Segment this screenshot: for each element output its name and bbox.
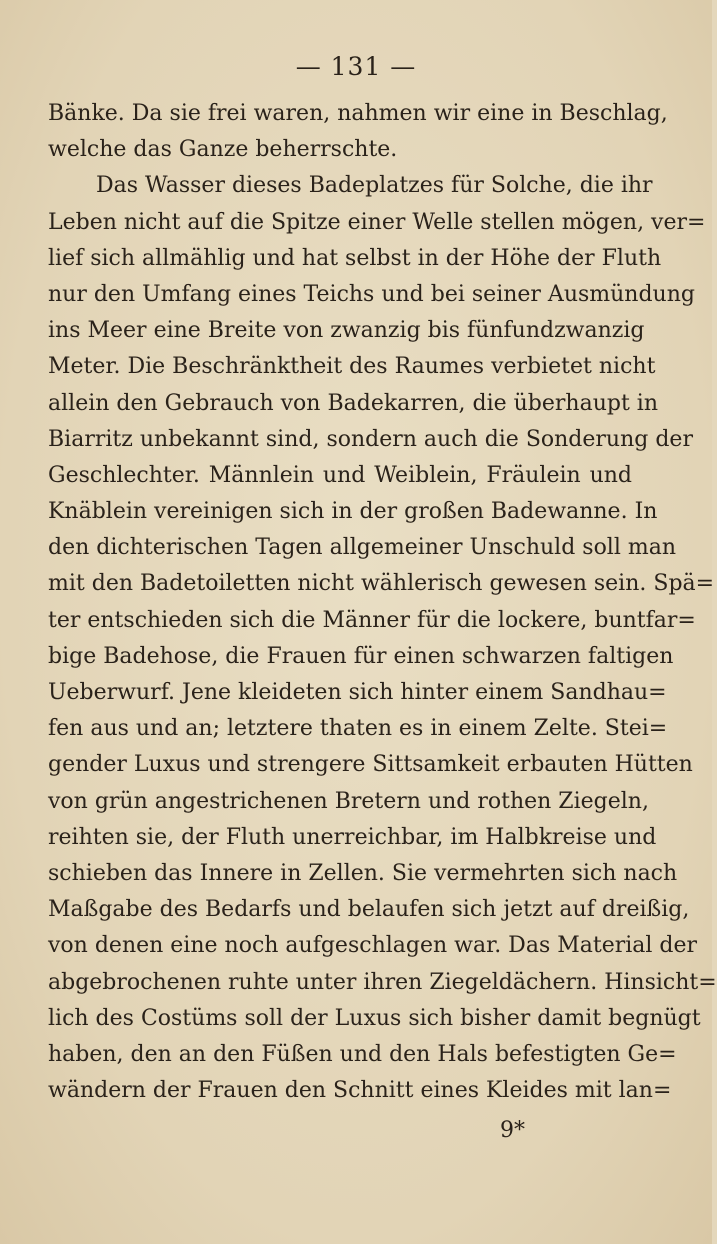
text-line: wändern der Frauen den Schnitt eines Kleides mit lan= bbox=[48, 1078, 672, 1104]
text-line: den dichterischen Tagen allgemeiner Unschuld soll man bbox=[48, 535, 677, 561]
text-line: Das Wasser dieses Badeplatzes für Solche, die ihr bbox=[96, 173, 653, 199]
text-line: ter entschieden sich die Männer für die lockere, buntfar= bbox=[48, 607, 696, 633]
text-line: gender Luxus und strengere Sittsamkeit erbauten Hütten bbox=[48, 752, 693, 778]
text-line: Knäblein vereinigen sich in der großen Badewanne. In bbox=[48, 499, 658, 525]
text-line: von grün angestrichenen Bretern und rothen Ziegeln, bbox=[48, 788, 649, 814]
text-line: welche das Ganze beherrschte. bbox=[48, 137, 398, 163]
text-line: Leben nicht auf die Spitze einer Welle stellen mögen, ver= bbox=[48, 209, 706, 235]
text-line: lich des Costüms soll der Luxus sich bisher damit begnügt bbox=[48, 1005, 701, 1031]
text-line: lief sich allmählig und hat selbst in der Höhe der Fluth bbox=[48, 245, 662, 271]
text-line: ins Meer eine Breite von zwanzig bis fünfundzwanzig bbox=[48, 318, 645, 344]
text-line: allein den Gebrauch von Badekarren, die überhaupt in bbox=[48, 390, 659, 416]
text-line: von denen eine noch aufgeschlagen war. Das Material der bbox=[48, 933, 698, 959]
text-line: fen aus und an; letztere thaten es in einem Zelte. Stei= bbox=[48, 716, 668, 742]
text-line: Geschlechter. Männlein und Weiblein, Fräulein und bbox=[48, 462, 632, 488]
text-line: Biarritz unbekannt sind, sondern auch die Sonderung der bbox=[48, 426, 693, 452]
text-line: Bänke. Da sie frei waren, nahmen wir eine in Beschlag, bbox=[48, 101, 668, 126]
text-line: Ueberwurf. Jene kleideten sich hinter einem Sandhau= bbox=[48, 680, 667, 705]
text-line: Maßgabe des Bedarfs und belaufen sich jetzt auf dreißig, bbox=[48, 897, 690, 923]
text-line: reihten sie, der Fluth unerreichbar, im Halbkreise und bbox=[48, 824, 657, 850]
body-text bbox=[48, 96, 717, 1109]
signature-mark: 9* bbox=[500, 1118, 525, 1143]
text-line: bige Badehose, die Frauen für einen schwarzen faltigen bbox=[48, 643, 674, 669]
text-line: abgebrochenen ruhte unter ihren Ziegeldächern. Hinsicht= bbox=[48, 969, 717, 995]
page-number: — 131 — bbox=[295, 52, 417, 81]
text-line: Meter. Die Beschränktheit des Raumes verbietet nicht bbox=[48, 354, 656, 380]
text-line: mit den Badetoiletten nicht wählerisch gewesen sein. Spä= bbox=[48, 571, 715, 597]
text-line: nur den Umfang eines Teichs und bei seiner Ausmündung bbox=[48, 281, 695, 307]
text-line: haben, den an den Füßen und den Hals befestigten Ge= bbox=[48, 1041, 677, 1067]
text-line: schieben das Innere in Zellen. Sie vermehrten sich nach bbox=[48, 860, 678, 886]
